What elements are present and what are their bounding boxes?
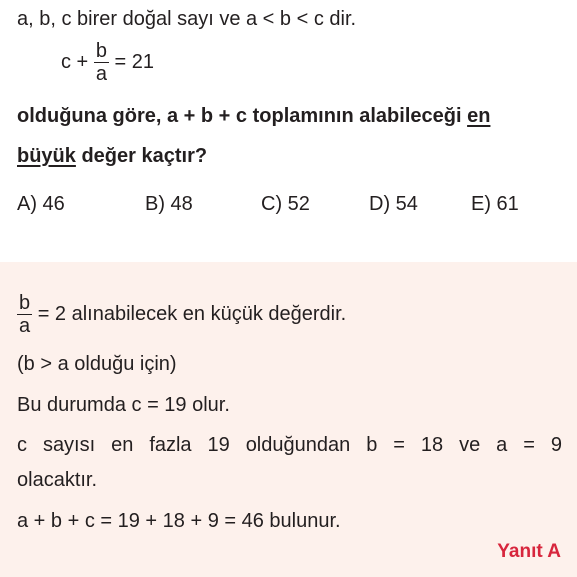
solution-line-5: olacaktır.: [17, 469, 98, 491]
equation-fraction: [94, 40, 109, 85]
solution-fraction: [17, 292, 32, 337]
solution-line-6: a + b + c = 19 + 18 + 9 = 46 bulunur.: [17, 510, 341, 532]
solution-line-2: (b > a olduğu için): [17, 353, 177, 375]
word: 18: [420, 434, 444, 456]
question-section: [0, 0, 577, 262]
prompt-text-2: değer kaçtır?: [75, 145, 208, 167]
prompt-emphasis-buyuk: büyük: [17, 145, 76, 167]
option-d[interactable]: D) 54: [369, 193, 418, 215]
equation-right: = 21: [114, 50, 154, 73]
solution-denominator: a: [19, 315, 31, 337]
option-c[interactable]: C) 52: [261, 193, 310, 215]
solution-line-3: Bu durumda c = 19 olur.: [17, 394, 230, 416]
solution-line-4: [17, 434, 562, 457]
answer-label: Yanıt A: [497, 541, 561, 562]
word: fazla: [149, 434, 192, 456]
word: ve: [459, 434, 481, 456]
word: =: [523, 434, 535, 456]
word: sayısı: [42, 434, 96, 456]
question-line-1: a, b, c birer doğal sayı ve a < b < c dir.: [17, 8, 357, 30]
word: =: [393, 434, 405, 456]
solution-numerator: b: [19, 292, 31, 314]
question-prompt-line-1: [17, 105, 490, 128]
prompt-emphasis-en: en: [467, 105, 491, 127]
equation-denominator: a: [95, 63, 107, 85]
question-equation: [61, 40, 154, 85]
option-b[interactable]: B) 48: [145, 193, 193, 215]
solution-line-1-text: = 2 alınabilecek en küçük değerdir.: [37, 302, 347, 325]
word: 9: [550, 434, 562, 456]
word: olduğundan: [245, 434, 351, 456]
equation-numerator: b: [95, 40, 107, 62]
word: 19: [207, 434, 230, 456]
option-a[interactable]: A) 46: [17, 193, 65, 215]
option-e[interactable]: E) 61: [471, 193, 519, 215]
word: en: [111, 434, 134, 456]
solution-line-1: [17, 292, 346, 337]
question-prompt-line-2: [17, 145, 207, 168]
equation-left: c +: [61, 50, 89, 73]
word: a: [496, 434, 508, 456]
prompt-text: olduğuna göre, a + b + c toplamının alabileceği: [17, 105, 468, 127]
word: c: [17, 434, 27, 456]
word: b: [366, 434, 378, 456]
